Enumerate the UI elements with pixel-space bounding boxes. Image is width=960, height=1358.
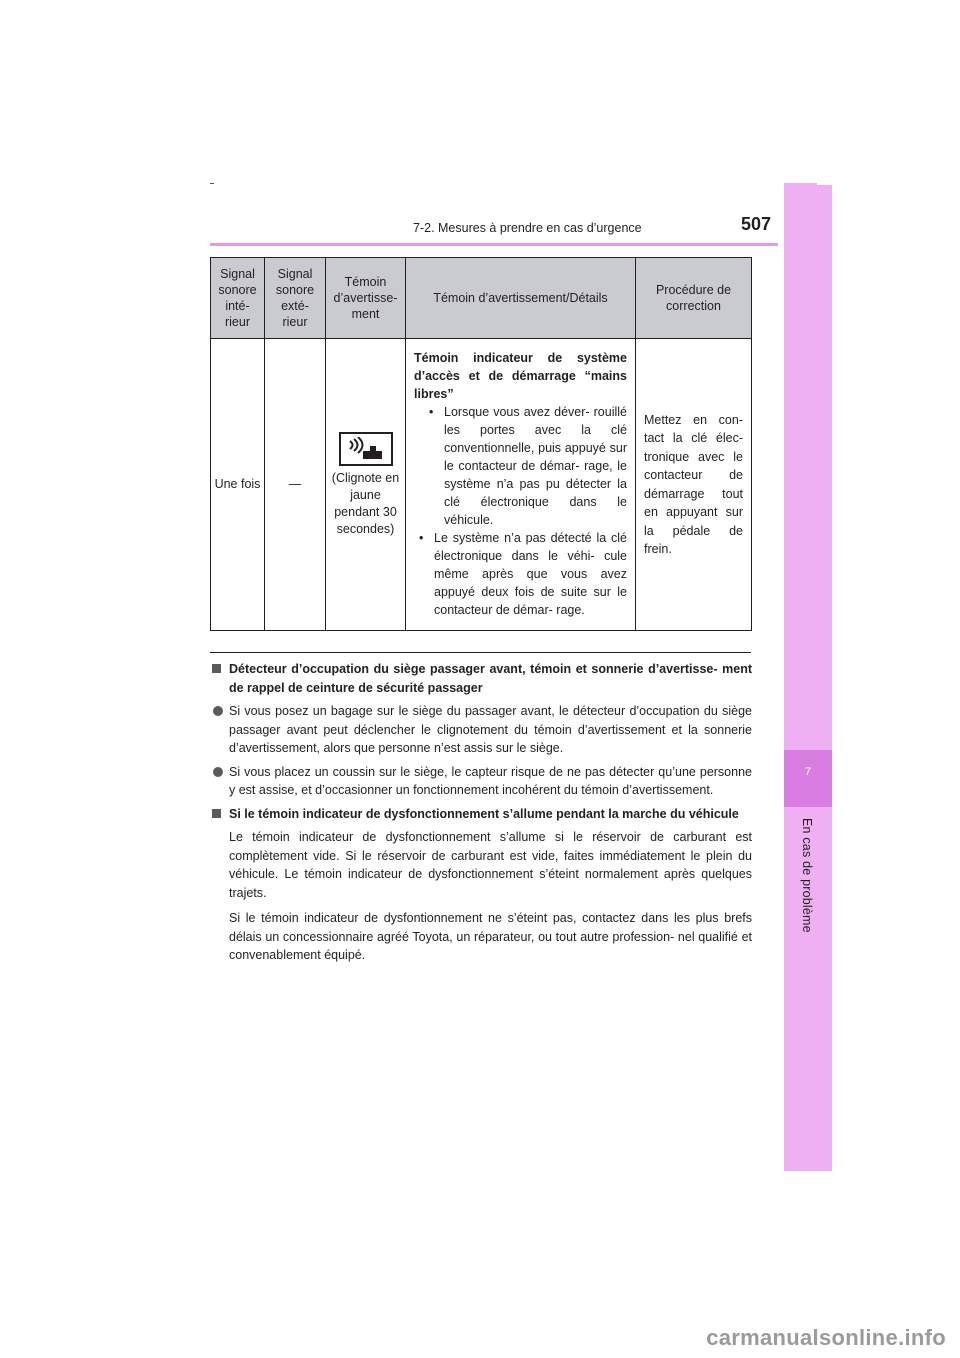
body-paragraph: Le témoin indicateur de dysfonctionnement s’allume si le réservoir de carburant est complètement vide. Si le réservoir de carburant est vide, faites immédiatement le plein du véhicule. Le témoin indicateur de dysfonctionnement s’éteint normalement après quelques trajets.: [229, 830, 752, 900]
crop-mark: [210, 183, 214, 184]
page-number: 507: [741, 214, 772, 234]
header-interior-buzzer: Signal sonore inté- rieur: [211, 258, 265, 339]
circle-bullet-icon: [213, 767, 223, 777]
cell-details: [406, 339, 636, 631]
header-exterior-buzzer: Signal sonore exté- rieur: [265, 258, 326, 339]
detail-bullet-2: • Le système n’a pas détecté la clé électronique dans le véhi- cule même après que vous avez appuyé deux fois de suite sur le contacteur de démar- rage.: [419, 530, 627, 617]
section-header: 7-2. Mesures à prendre en cas d’urgence: [413, 221, 642, 235]
cell-warning-light: [326, 339, 406, 631]
header-details: Témoin d’avertissement/Détails: [406, 258, 636, 339]
square-bullet-icon: [212, 664, 221, 673]
section-passenger-seat: [212, 660, 752, 965]
bullet-paragraph: [212, 702, 752, 758]
warning-table: [210, 257, 752, 631]
square-bullet-icon: [212, 809, 221, 818]
warning-light-caption: (Clignote en jaune pendant 30 secondes): [331, 470, 400, 536]
watermark-link[interactable]: carmanualsonline.info: [706, 1325, 946, 1350]
section-heading: [212, 660, 752, 697]
header-warning-light: Témoin d’avertisse- ment: [326, 258, 406, 339]
circle-bullet-icon: [213, 706, 223, 716]
bullet-paragraph-text: Si vous posez un bagage sur le siège du passager avant, le détecteur d’occupation du siège passager avant peut déclencher le clignotement du témoin d’avertissement et la sonnerie d’avertissement, alors que personne n’est assis sur le siège.: [229, 704, 752, 755]
side-tab-tick: [817, 183, 832, 185]
table-header-row: [211, 258, 752, 339]
chapter-side-tab: [784, 183, 832, 1171]
detail-bullet-1: • Lorsque vous avez déver- rouillé les portes avec la clé conventionnelle, puis appuyé sur le contacteur de démar- rage, le système n’a pas pu détecter la clé électronique dans le véhicule.: [429, 404, 627, 527]
bullet-paragraph: [212, 763, 752, 800]
section-heading: [212, 805, 752, 824]
detail-bullet-1-text: Lorsque vous avez déver- rouillé les portes avec la clé conventionnelle, puis appuyé sur le contacteur de démar- rage, le système n’a pas pu détecter la clé électronique dans le véhicule.: [444, 404, 627, 527]
cell-correction: Mettez en con- tact la clé élec- tronique avec le contacteur de démarrage tout en appuyant sur la pédale de frein.: [636, 339, 752, 631]
chapter-number: 7: [804, 766, 812, 778]
table-row: [211, 339, 752, 631]
header-correction: Procédure de correction: [636, 258, 752, 339]
section-heading-text: Si le témoin indicateur de dysfonctionnement s’allume pendant la marche du véhicule: [229, 806, 739, 821]
cell-exterior-buzzer: —: [265, 339, 326, 631]
detail-title: Témoin indicateur de système d’accès et de démarrage “mains libres”: [414, 350, 627, 401]
bullet-paragraph-text: Si vous placez un coussin sur le siège, le capteur risque de ne pas détecter qu’une personne y est assise, et d’occasionner un fonctionnement incohérent du témoin d’avertissement.: [229, 764, 752, 797]
body-paragraph: Si le témoin indicateur de dysfontionnement ne s’éteint pas, contactez dans les plus brefs délais un concessionnaire agréé Toyota, un réparateur, ou tout autre profession- nel qualifié et convenablement équipé.: [229, 911, 752, 962]
chapter-number-block: [784, 750, 832, 807]
section-heading-text: Détecteur d’occupation du siège passager avant, témoin et sonnerie d’avertisse- ment de rappel de ceinture de sécurité passager: [229, 662, 752, 695]
section-divider: [210, 652, 751, 653]
smart-key-system-icon: [339, 432, 393, 466]
cell-interior-buzzer: Une fois: [211, 339, 265, 631]
detail-bullet-2-text: Le système n’a pas détecté la clé électronique dans le véhi- cule même après que vous avez appuyé deux fois de suite sur le contacteur de démar- rage.: [434, 530, 627, 617]
chapter-title: En cas de problème: [800, 818, 814, 933]
header-rule: [210, 243, 778, 246]
